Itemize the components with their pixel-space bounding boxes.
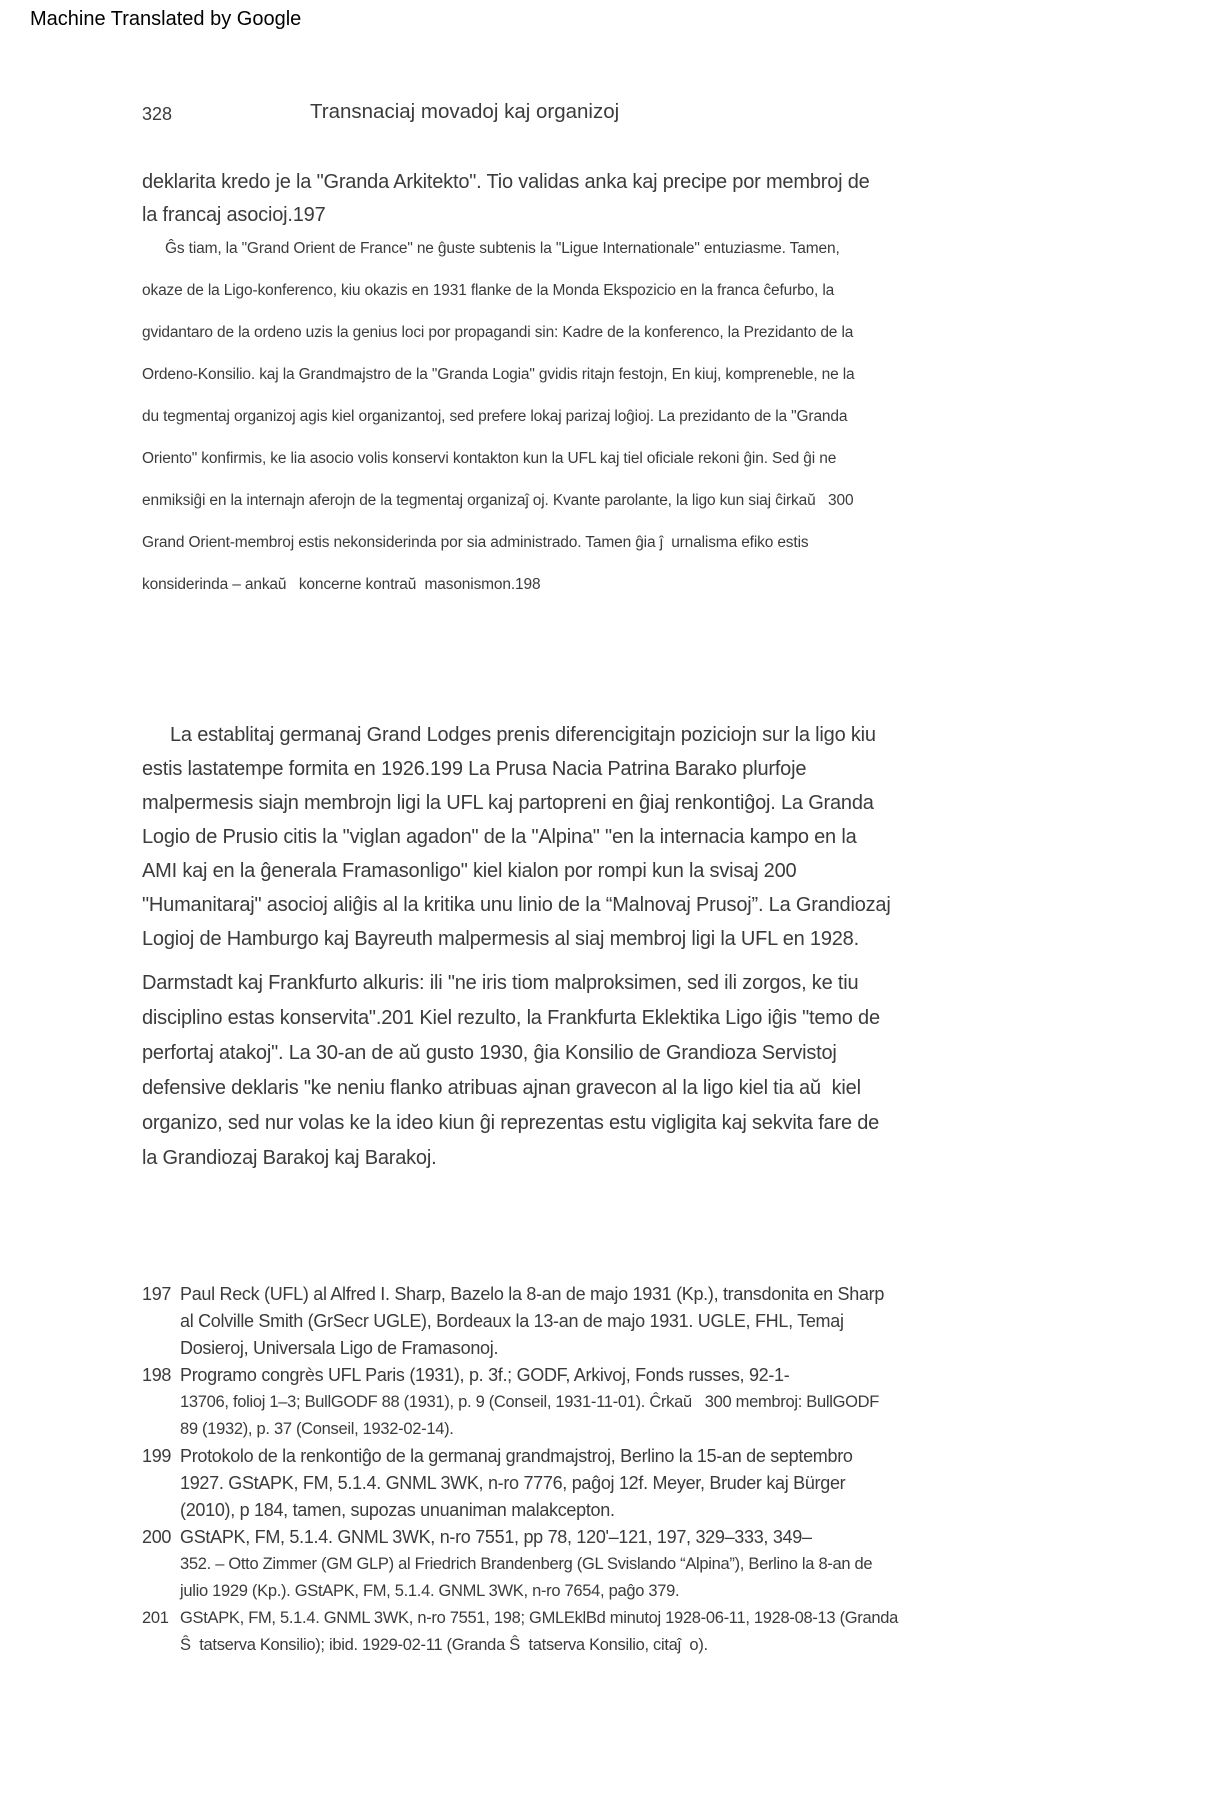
text-line: perfortaj atakoj". La 30-an de aŭ gusto 1930, ĝia Konsilio de Grandioza Servistoj	[142, 1042, 837, 1064]
text-line: AMI kaj en la ĝenerala Framasonligo" kiel kialon por rompi kun la svisaj 200	[142, 860, 797, 882]
footnote-text: Dosieroj, Universala Ligo de Framasonoj.	[180, 1338, 499, 1358]
text-line: malpermesis siajn membrojn ligi la UFL kaj partopreni en ĝiaj renkontiĝoj. La Granda	[142, 792, 874, 814]
footnote-text: julio 1929 (Kp.). GStAPK, FM, 5.1.4. GNML 3WK, n-ro 7654, paĝo 379.	[180, 1582, 680, 1600]
detail-paragraph	[142, 228, 855, 606]
footnote-199	[142, 1443, 898, 1524]
footnote-text: 89 (1932), p. 37 (Conseil, 1932-02-14).	[180, 1420, 454, 1438]
footnote-number: 201	[142, 1609, 169, 1627]
text-line: okaze de la Ligo-konferenco, kiu okazis en 1931 flanke de la Monda Ekspozicio en la franca ĉefurbo, la	[142, 282, 835, 299]
text-line: defensive deklaris "ke neniu flanko atribuas ajnan gravecon al la ligo kiel tia aŭ kiel	[142, 1077, 861, 1099]
text-line: Logio de Prusio citis la "viglan agadon" de la "Alpina" "en la internacia kampo en la	[142, 826, 857, 848]
darmstadt-paragraph	[142, 966, 880, 1176]
footnote-text: (2010), p 184, tamen, supozas unuaniman malakcepton.	[180, 1500, 615, 1520]
german-lodges-paragraph	[142, 718, 891, 956]
text-line: la Grandiozaj Barakoj kaj Barakoj.	[142, 1147, 437, 1169]
footnote-197	[142, 1281, 898, 1362]
text-line: "Humanitaraj" asocioj aliĝis al la kritika unu linio de la “Malnovaj Prusoj”. La Grandiozaj	[142, 894, 891, 916]
text-line: Grand Orient-membroj estis nekonsiderinda por sia administrado. Tamen ĝia ĵ urnalisma efiko estis	[142, 534, 809, 551]
footnote-text: Paul Reck (UFL) al Alfred I. Sharp, Bazelo la 8-an de majo 1931 (Kp.), transdonita en Sharp	[180, 1284, 885, 1304]
footnote-text: Ŝ tatserva Konsilio); ibid. 1929-02-11 (Granda Ŝ tatserva Konsilio, citaĵ o).	[180, 1636, 708, 1654]
text-line: la francaj asocioj.197	[142, 204, 326, 226]
text-line: Logioj de Hamburgo kaj Bayreuth malpermesis al siaj membroj ligi la UFL en 1928.	[142, 928, 859, 950]
text-line: du tegmentaj organizoj agis kiel organizantoj, sed prefere lokaj parizaj loĝioj. La prezidanto de la "Granda	[142, 408, 848, 425]
footnote-text: 1927. GStAPK, FM, 5.1.4. GNML 3WK, n-ro 7776, paĝoj 12f. Meyer, Bruder kaj Bürger	[180, 1473, 846, 1493]
text-line: enmiksiĝi en la internajn aferojn de la tegmentaj organizaĵ oj. Kvante parolante, la ligo kun siaj ĉirkaŭ 300	[142, 492, 854, 509]
page-number: 328	[142, 104, 173, 124]
footnote-text: GStAPK, FM, 5.1.4. GNML 3WK, n-ro 7551, pp 78, 120'–121, 197, 329–333, 349–	[180, 1527, 812, 1547]
intro-paragraph	[142, 166, 870, 232]
machine-translated-banner: Machine Translated by Google	[30, 8, 302, 30]
footnote-number: 199	[142, 1446, 172, 1466]
text-line: Darmstadt kaj Frankfurto alkuris: ili "ne iris tiom malproksimen, sed ili zorgos, ke tiu	[142, 972, 859, 994]
footnote-text: Protokolo de la renkontiĝo de la germanaj grandmajstroj, Berlino la 15-an de septembro	[180, 1446, 853, 1466]
footnote-number: 197	[142, 1284, 172, 1304]
text-line: gvidantaro de la ordeno uzis la genius loci por propagandi sin: Kadre de la konferenco, la Prezidanto de la	[142, 324, 854, 341]
text-line: deklarita kredo je la "Granda Arkitekto". Tio validas anka kaj precipe por membroj de	[142, 171, 870, 193]
footnote-198	[142, 1362, 898, 1443]
text-line: Ĝs tiam, la "Grand Orient de France" ne ĝuste subtenis la "Ligue Internationale" entuziasme. Tamen,	[165, 240, 840, 257]
footnote-text: Programo congrès UFL Paris (1931), p. 3f.; GODF, Arkivoj, Fonds russes, 92-1-	[180, 1365, 790, 1385]
page-title: Transnaciaj movadoj kaj organizoj	[310, 100, 620, 123]
footnote-text: 352. – Otto Zimmer (GM GLP) al Friedrich Brandenberg (GL Svislando “Alpina”), Berlino la 8-an de	[180, 1555, 873, 1573]
footnote-200	[142, 1524, 898, 1605]
text-line: La establitaj germanaj Grand Lodges prenis diferencigitajn poziciojn sur la ligo kiu	[170, 724, 876, 746]
footnote-text: 13706, folioj 1–3; BullGODF 88 (1931), p. 9 (Conseil, 1931-11-01). Ĉrkaŭ 300 membroj: BullGODF	[180, 1393, 880, 1411]
footnote-text: GStAPK, FM, 5.1.4. GNML 3WK, n-ro 7551, 198; GMLEklBd minutoj 1928-06-11, 1928-08-13 (Granda	[180, 1609, 899, 1627]
text-line: konsiderinda – ankaŭ koncerne kontraŭ masonismon.198	[142, 576, 541, 593]
text-line: organizo, sed nur volas ke la ideo kiun ĝi reprezentas estu vigligita kaj sekvita fare de	[142, 1112, 880, 1134]
text-line: Ordeno-Konsilio. kaj la Grandmajstro de la "Granda Logia" gvidis ritajn festojn, En kiuj, kompreneble, ne la	[142, 366, 855, 383]
footnotes-section	[142, 1281, 898, 1659]
footnote-number: 198	[142, 1365, 172, 1385]
footnote-201	[142, 1605, 898, 1659]
text-line: disciplino estas konservita".201 Kiel rezulto, la Frankfurta Eklektika Ligo iĝis "temo de	[142, 1007, 880, 1029]
text-line: Oriento" konfirmis, ke lia asocio volis konservi kontakton kun la UFL kaj tiel oficiale rekoni ĝin. Sed ĝi ne	[142, 450, 837, 467]
footnote-number: 200	[142, 1527, 172, 1547]
text-line: estis lastatempe formita en 1926.199 La Prusa Nacia Patrina Barako plurfoje	[142, 758, 807, 780]
footnote-text: al Colville Smith (GrSecr UGLE), Bordeaux la 13-an de majo 1931. UGLE, FHL, Temaj	[180, 1311, 844, 1331]
